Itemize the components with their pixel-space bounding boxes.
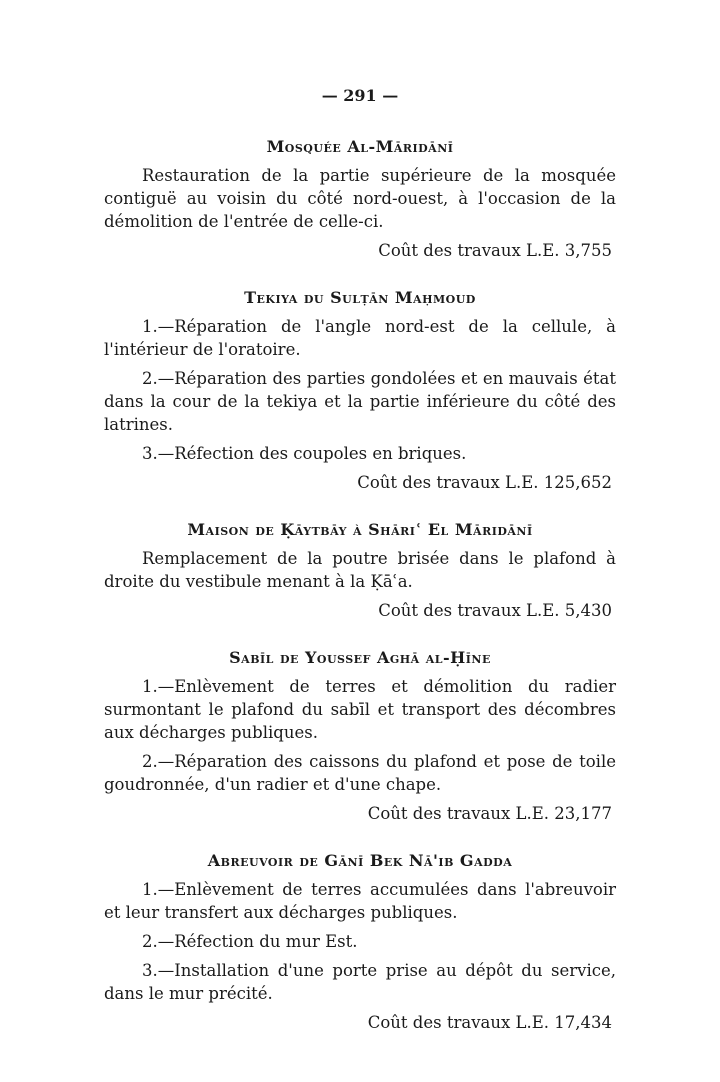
section-title: Mosquée Al-Māridānī [266,137,454,156]
page-number: — 291 — [321,86,399,105]
section-mosquee-al-maridani [104,135,616,262]
section-title: Abreuvoir de Gānī Bek Nā'ib Gadda [207,851,513,870]
paragraph: 2.—Réparation des parties gondolées et en mauvais état dans la cour de la tekiya et la partie inférieure du côté des latrines. [104,369,616,434]
cost-line: Coût des travaux L.E. 125,652 [357,473,612,492]
section-title: Tekiya du Sulṭān Maḥmoud [244,288,476,307]
section-title: Maison de Ḳāytbāy à Shāriʿ El Māridānī [187,520,533,539]
paragraph: 3.—Réfection des coupoles en briques. [142,444,467,463]
section-tekiya-sultan-mahmoud [104,286,616,494]
section-title: Sabīl de Youssef Aghā al-Ḥīne [229,648,491,667]
paragraph: 1.—Réparation de l'angle nord-est de la cellule, à l'intérieur de l'oratoire. [104,317,616,359]
paragraph: 2.—Réparation des caissons du plafond et pose de toile goudronnée, d'un radier et d'une chape. [104,752,616,794]
paragraph: 3.—Installation d'une porte prise au dépôt du service, dans le mur précité. [104,961,616,1003]
paragraph: 1.—Enlèvement de terres et démolition du radier surmontant le plafond du sabīl et transport des décombres aux décharges publiques. [104,677,616,742]
paragraph: 2.—Réfection du mur Est. [142,932,358,951]
paragraph: Restauration de la partie supérieure de la mosquée contiguë au voisin du côté nord-ouest, à l'occasion de la démolition de l'entrée de celle-ci. [104,166,616,231]
cost-line: Coût des travaux L.E. 23,177 [367,804,612,823]
section-maison-kaytbay [104,518,616,622]
document-page [104,84,616,1058]
section-sabil-youssef-agha [104,646,616,825]
paragraph: Remplacement de la poutre brisée dans le plafond à droite du vestibule menant à la Ḳāʿa. [104,549,616,591]
cost-line: Coût des travaux L.E. 5,430 [378,601,612,620]
cost-line: Coût des travaux L.E. 17,434 [367,1013,612,1032]
section-abreuvoir-gani-bek [104,849,616,1034]
cost-line: Coût des travaux L.E. 3,755 [378,241,612,260]
paragraph: 1.—Enlèvement de terres accumulées dans l'abreuvoir et leur transfert aux décharges publiques. [104,880,616,922]
